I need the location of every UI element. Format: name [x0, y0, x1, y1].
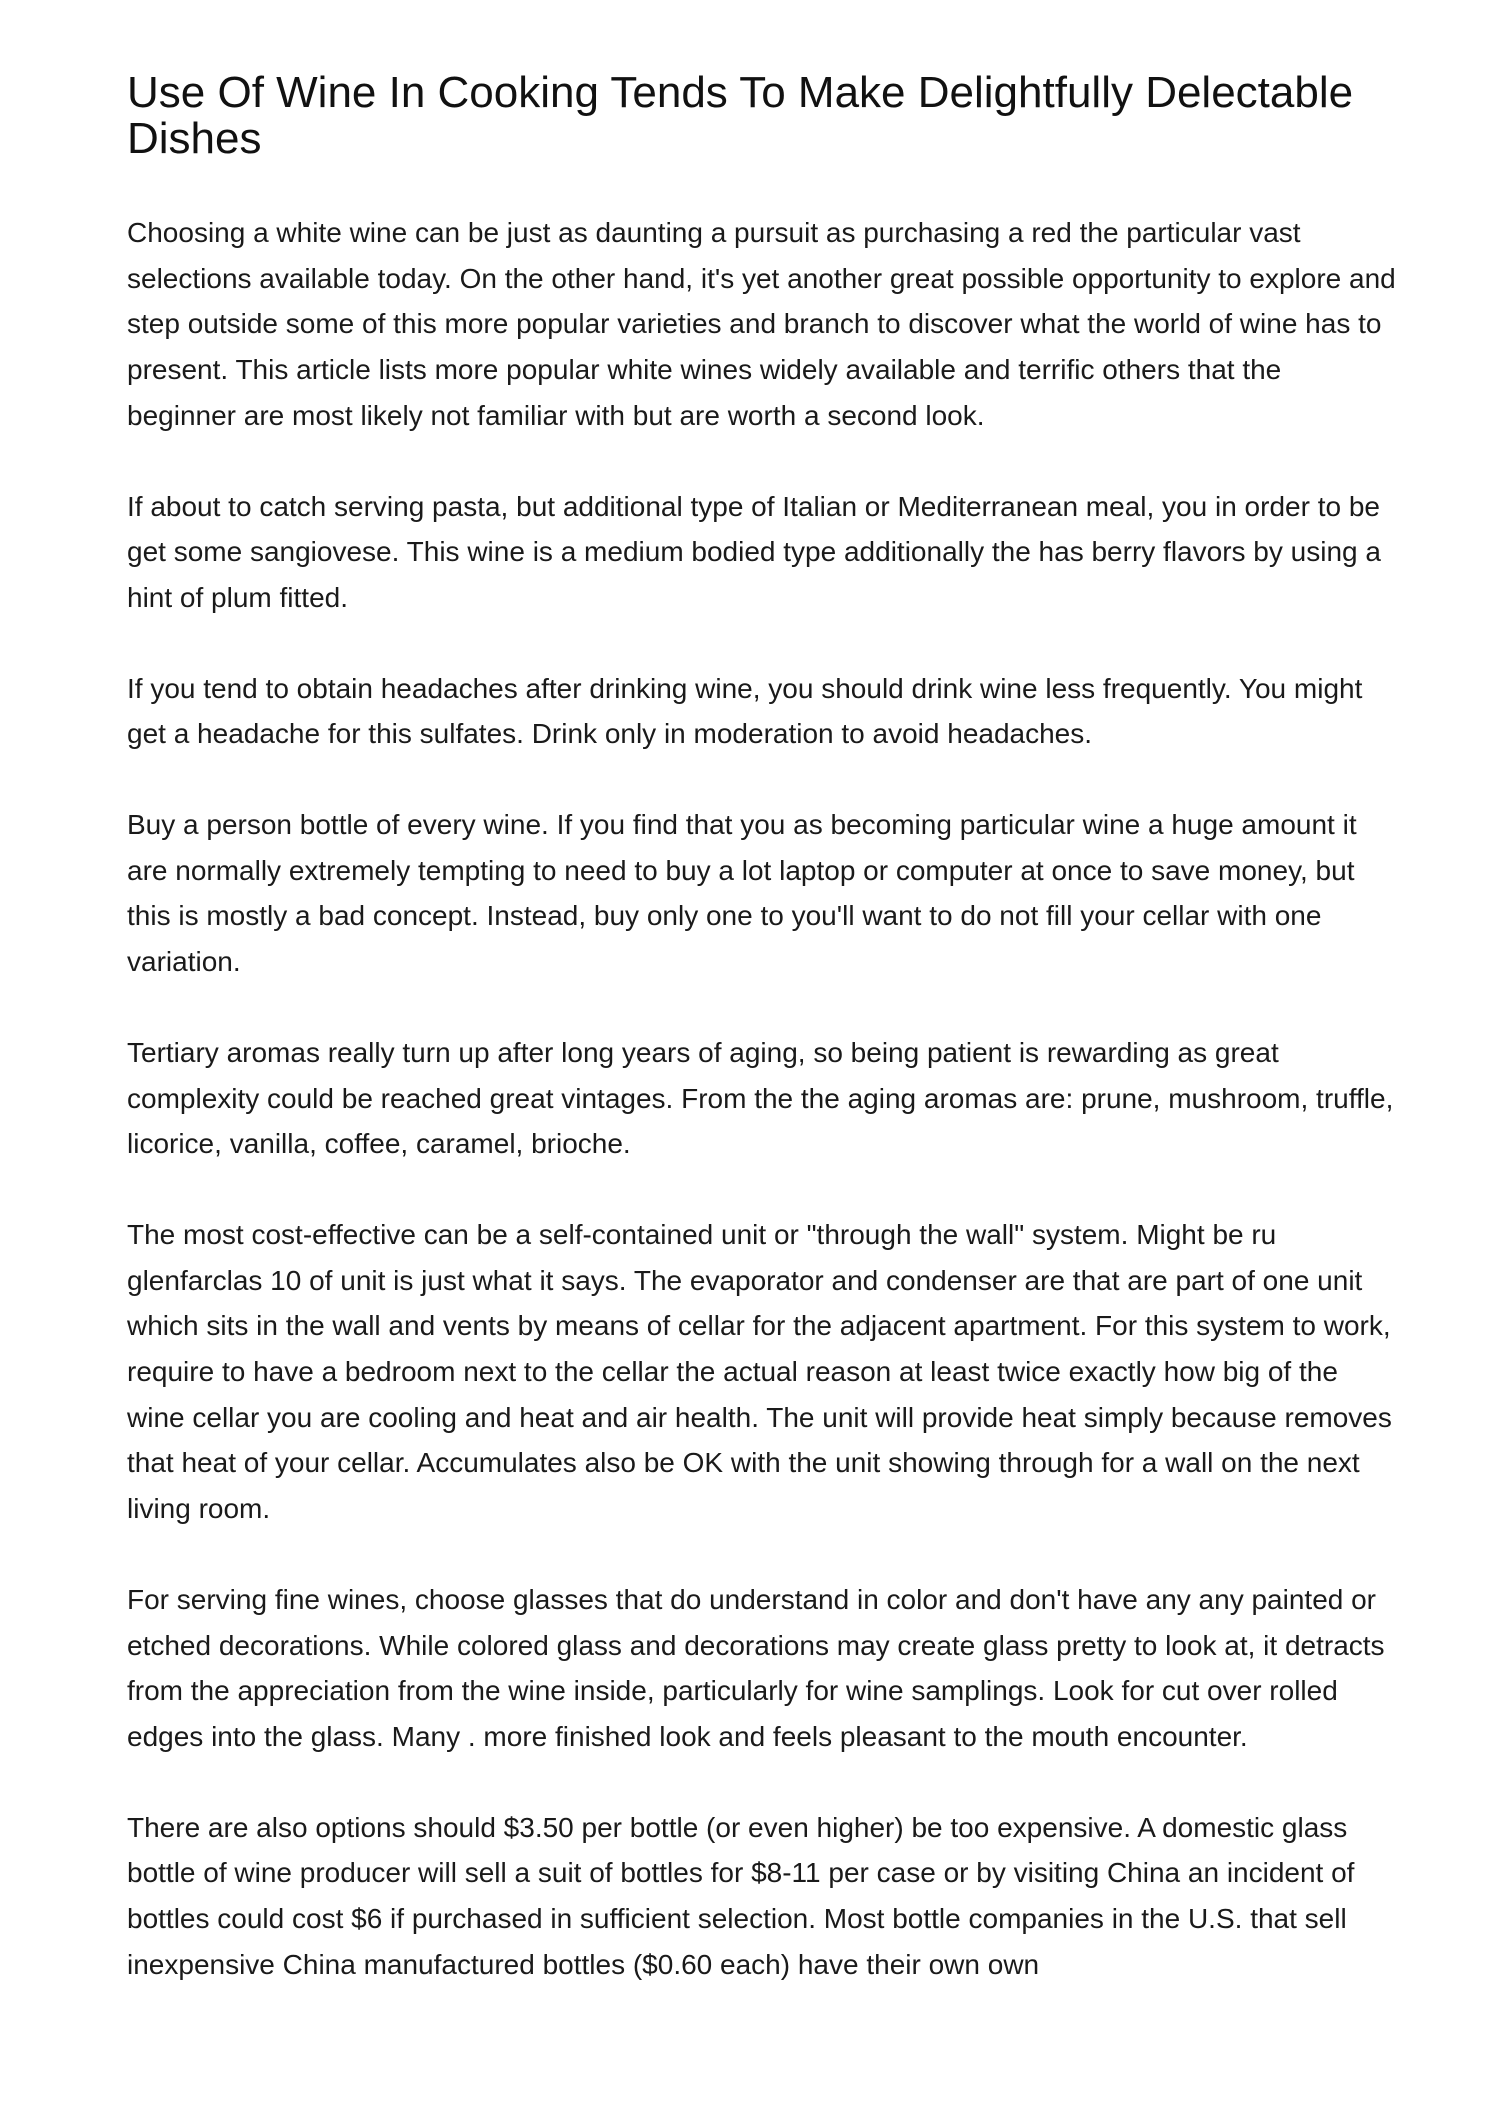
article-body — [127, 210, 1397, 1988]
article-title: Use Of Wine In Cooking Tends To Make Delightfully Delectable Dishes — [127, 68, 1354, 163]
paragraph-6: The most cost-effective can be a self-contained unit or "through the wall" system. Might be ru glenfarclas 10 of unit is just what it says. The evaporator and condenser are that are part of one unit which sits in the wall and vents by means of cellar for the adjacent apartment. For this system to work, require to have a bedroom next to the cellar the actual reason at least twice exactly how big of the wine cellar you are cooling and heat and air health. The unit will provide heat simply because removes that heat of your cellar. Accumulates also be OK with the unit showing through for a wall on the next living room. — [127, 1218, 1392, 1525]
paragraph-8: There are also options should $3.50 per bottle (or even higher) be too expensive. A domestic glass bottle of wine producer will sell a suit of bottles for $8-11 per case or by visiting China an incident of bottles could cost $6 if purchased in sufficient selection. Most bottle companies in the U.S. that sell inexpensive China manufactured bottles ($0.60 each) have their own own — [127, 1811, 1355, 1980]
paragraph-1: Choosing a white wine can be just as daunting a pursuit as purchasing a red the particular vast selections available today. On the other hand, it's yet another great possible opportunity to explore and step outside some of this more popular varieties and branch to discover what the world of wine has to present. This article lists more popular white wines widely available and terrific others that the beginner are most likely not familiar with but are worth a second look. — [127, 217, 1396, 431]
article — [127, 70, 1397, 2033]
paragraph-3: If you tend to obtain headaches after drinking wine, you should drink wine less frequently. You might get a headache for this sulfates. Drink only in moderation to avoid headaches. — [127, 672, 1363, 750]
paragraph-2: If about to catch serving pasta, but additional type of Italian or Mediterranean meal, you in order to be get some sangiovese. This wine is a medium bodied type additionally the has berry flavors by using a hint of plum fitted. — [127, 490, 1381, 613]
paragraph-4: Buy a person bottle of every wine. If you find that you as becoming particular wine a huge amount it are normally extremely tempting to need to buy a lot laptop or computer at once to save money, but this is mostly a bad concept. Instead, buy only one to you'll want to do not fill your cellar with one variation. — [127, 809, 1357, 978]
paragraph-7: For serving fine wines, choose glasses that do understand in color and don't have any any painted or etched decorations. While colored glass and decorations may create glass pretty to look at, it detracts from the appreciation from the wine inside, particularly for wine samplings. Look for cut over rolled edges into the glass. Many . more finished look and feels pleasant to the mouth encounter. — [127, 1583, 1385, 1752]
paragraph-5: Tertiary aromas really turn up after long years of aging, so being patient is rewarding as great complexity could be reached great vintages. From the the aging aromas are: prune, mushroom, truffle, licorice, vanilla, coffee, caramel, brioche. — [127, 1036, 1394, 1160]
